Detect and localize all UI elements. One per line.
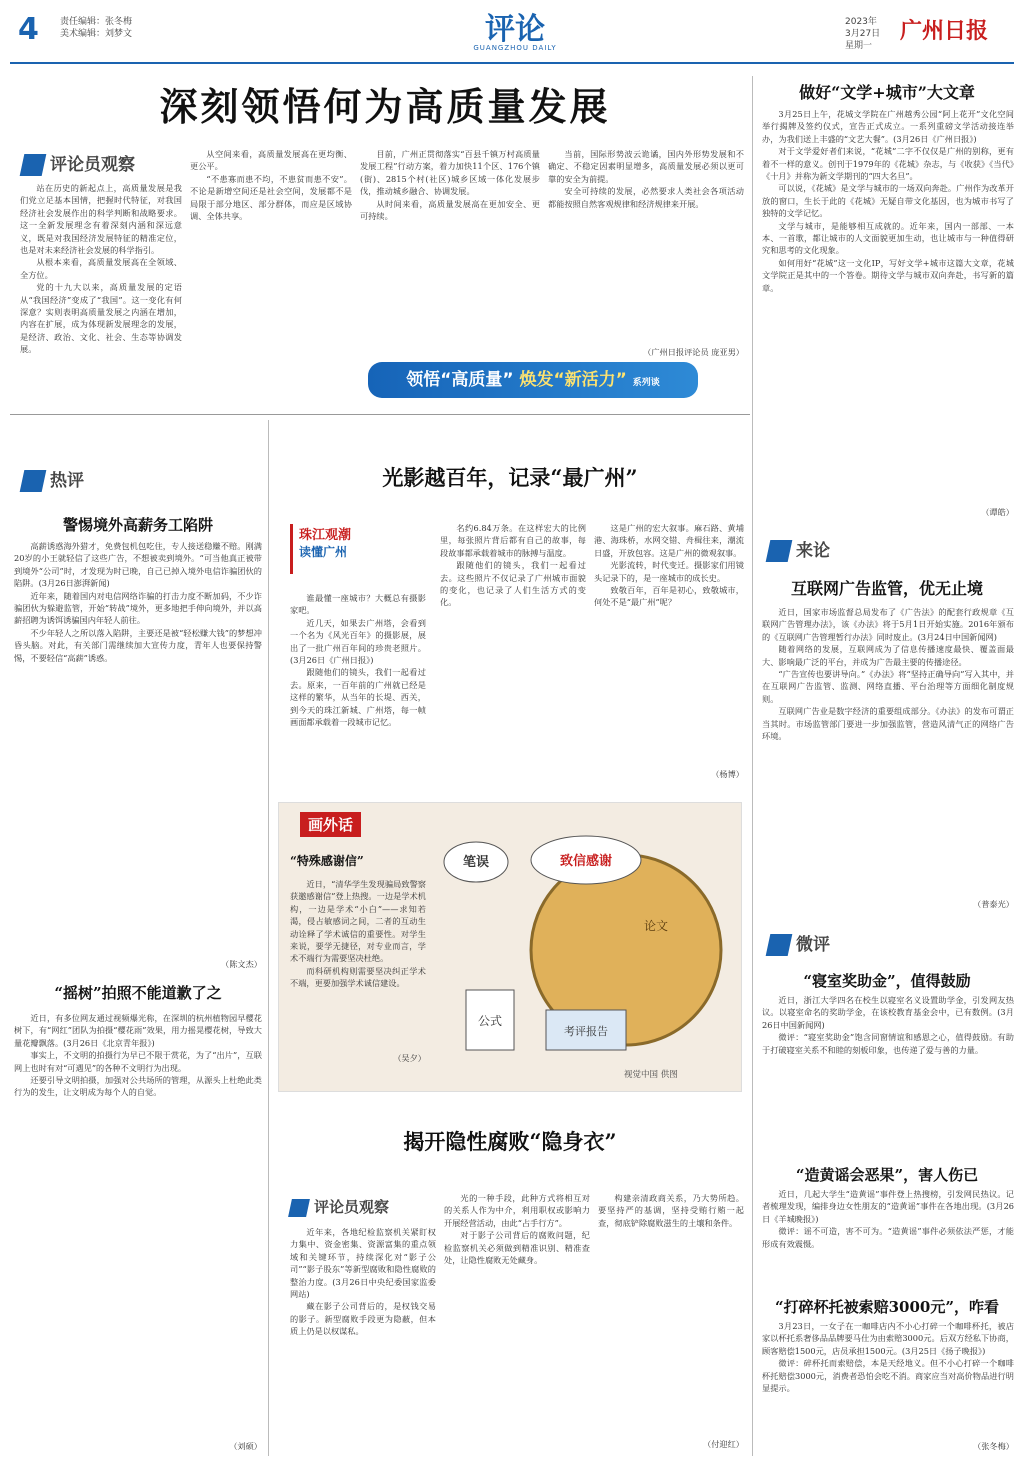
bottom-col2: 光的一种手段，此种方式将相互对的关系人作为中介，利用职权或影响力开展经营活动，由此“占手行方”。 对于影子公司背后的腐败问题，纪检监察机关必须做到精准识别、精准查处，让隐性腐败无处藏身。 bbox=[444, 1193, 590, 1266]
weiping-body-2: 近日，几起大学生“造黄谣”事件登上热搜榜，引发网民热议。记者梳理发现，编排身边女性朋友的“造黄谣”事件在各地出现。(3月26日《羊城晚报》) 微评：谣不可造，害不可为。“造黄谣”事件必须依法严惩，才能形成有效震慑。 bbox=[762, 1189, 1014, 1249]
cartoon-word-5: 考评报告 bbox=[564, 1025, 608, 1038]
weiping-column-tag: 微评 bbox=[768, 930, 830, 956]
cartoon-byline: （吴夕） bbox=[393, 1053, 426, 1063]
cartoon-word-1: 笔误 bbox=[462, 855, 490, 870]
editor-credits bbox=[60, 16, 132, 40]
bottom-col3: 构建亲清政商关系，乃大势所趋。要坚持严的基调，坚持受贿行贿一起查，彻底铲除腐败滋生的土壤和条件。 bbox=[598, 1193, 744, 1228]
main-byline: （广州日报评论员 庞亚男） bbox=[643, 347, 744, 357]
cartoon-tag: 画外话 bbox=[300, 812, 361, 837]
main-article-col4: 当前，国际形势波云诡谲，国内外形势发展和不确定、不稳定因素明显增多，高质量发展必须以更可靠的安全为前提。 安全可持续的发展，必然要求人类社会各项活动都能按照自然客观规律和经济规律来开展。 bbox=[548, 149, 744, 209]
main-column-tag: 评论员观察 bbox=[22, 150, 135, 176]
column-icon bbox=[766, 934, 793, 956]
main-headline: 深刻领悟何为高质量发展 bbox=[159, 84, 611, 129]
left-column-rule bbox=[268, 420, 269, 1456]
cartoon-word-2: 致信感谢 bbox=[559, 854, 613, 869]
bottom-col1: 近年来，各地纪检监察机关紧盯权力集中、资金密集、资源富集的重点领域和关键环节，持续深化对“影子公司”“影子股东”等新型腐败和隐性腐败的整治力度。(3月26日中央纪委国家监委网站) 藏在影子公司背后的，是权钱交易的影子。新型腐败手段更为隐蔽，但本质上仍是以权谋私。 bbox=[290, 1227, 436, 1337]
section-title: 评论 bbox=[485, 12, 545, 47]
left-title-1: 警惕境外高薪务工陷阱 bbox=[62, 516, 213, 534]
bottom-column-tag: 评论员观察 bbox=[290, 1196, 389, 1217]
main-article-col1: 站在历史的新起点上，高质量发展是我们党立足基本国情，把握时代特征，对我国经济社会发展作出的科学判断和战略要求。这一全新发展理念有着深刻内涵和深远意义，既是对我国经济发展特征的精准定位，也是对未来经济社会发展的科学指引。 从根本来看，高质量发展高在全领域、全方位。 党的十九大以来，高质量发展的定语从“我国经济”变成了“我国”。这一变化有何深意？实则表明高质量发展之内涵在增加，内容在扩展，成为体现新发展理念的发展，是经济、政治、文化、社会、生态等协调发展。 bbox=[20, 183, 182, 355]
cartoon-title: “特殊感谢信” bbox=[290, 854, 364, 868]
left-body-2: 近日，有多位网友通过视频爆光称，在深圳的杭州植物园早樱花树下，有“网红”团队为拍摄“樱花雨”效果，用力摇晃樱花树，导致大量花瓣飘落。(3月26日《北京青年报》) 事实上，不文明的拍摄行为早已不限于赏花，为了“出片”，互联网上也时有对“可遇见”的各种不文明行为出现。 还要引导文明拍摄，加强对公共场所的管理，从源头上杜绝此类行为的发生，让文明成为每个人的自觉。 bbox=[14, 1013, 262, 1098]
page-number: 4 bbox=[18, 12, 39, 47]
bottom-title: 揭开隐性腐败“隐身衣” bbox=[403, 1129, 617, 1154]
column-icon bbox=[288, 1199, 310, 1217]
right-article-body: 3月25日上午，花城文学院在广州越秀公园“阿上花开”文化空间举行揭牌及签约仪式，宣告正式成立。一系列重磅文学活动接连举办，为我们送上丰盛的“文艺大餐”。(3月26日《广州日报》) 对于文学爱好者们来说，“花城”二字不仅仅是广州的别称，更有着不一样的意义。创刊于1979年的《花城》杂志，与《收获》《当代》《十月》并称为新文学期刊的“四大名旦”。 可以说，《花城》是文学与城市的一场双向奔赴。广州作为改革开放的窗口，生长于此的《花城》无疑自带文化基因，也为城市书写了独特的文学记忆。 文学与城市，是能够相互成就的。近年来，国内一部部、一本本、一首歌，都让城市的人文面貌更加生动，也让城市与一种值得研究和思考的文化现象。 如何用好“花城”这一文化IP，写好文学+城市这篇大文章，花城文学院正是其中的一个答卷。期待文学与城市双向奔赴，书写新的篇章。 bbox=[762, 109, 1014, 293]
main-article-col3: 目前，广州正贯彻落实“百县千镇万村高质量发展工程”行动方案，着力加快11个区、176个镇(街)、2815个村(社区)城乡区域一体化发展步伐，推动城乡融合、协调发展。 从时间来看，高质量发展高在更加安全、更可持续。 bbox=[360, 149, 540, 222]
editor: 责任编辑：张冬梅 bbox=[60, 17, 133, 27]
main-article-col2: 从空间来看，高质量发展高在更均衡、更公平。 “不患寡而患不均，不患贫而患不安”。不论是新增空间还是社会空间，发展都不是局限于部分地区、部分群体，而应是区域协调、全体共享。 bbox=[190, 149, 352, 222]
feature-col1: 谁最懂一座城市？大概总有摄影家吧。 近几天，如果去广州塔，会看到一个名为《风光百年》的摄影展，展出了一批广州百年间的珍贵老照片。(3月26日《广州日报》) 跟随他们的镜头，我们一起看过去。原来，一百年前的广州就已经是这样的繁华，从当年的长堤、西关，到今天的珠江新城、广州塔，每一帧画面都承载着一段城市记忆。 bbox=[290, 593, 426, 728]
right-column-rule bbox=[752, 76, 753, 1456]
weiping-byline: （张冬梅） bbox=[973, 1441, 1014, 1451]
left-byline-2: （刘硕） bbox=[229, 1441, 262, 1451]
ad-article-body: 近日，国家市场监督总局发布了《广告法》的配套行政规章《互联网广告管理办法》，该《办法》将于5月1日开始实施。2016年颁布的《互联网广告管理暂行办法》同时废止。(3月24日中国新闻网) 随着网络的发展，互联网成为了信息传播速度最快、覆盖面最大、影响最广泛的平台，并成为广告最主要的传播途径。 “广告宣传也要讲导向。”《办法》将“坚持正确导向”写入其中，并在互联网广告监管、监测、网络直播、平台治理等方面细化制度规则。 互联网广告业是数字经济的重要组成部分。《办法》的发布可谓正当其时。市场监管部门要进一步加强监管，营造风清气正的网络广告环境。 bbox=[762, 607, 1014, 742]
feature-col3: 这是广州的宏大叙事。麻石路、黄埔港、海珠桥，水网交错、舟楫往来，潮流日盛，开放包容。这是广州的微观叙事。 光影流转，时代变迁。摄影家们用镜头记录下的，是一座城市的成长史。 致敬百年，百年是初心，致敬城市，何处不是“最广州”呢？ bbox=[594, 523, 744, 608]
section-divider bbox=[10, 414, 750, 415]
header-divider bbox=[10, 62, 1014, 64]
page-header bbox=[0, 0, 1024, 70]
cartoon-text: 近日，“清华学生发现骗局致警察获邀感谢信”登上热搜。一边是学术机构，一边是学术“小白”——求知若渴，侵占敏感词之间，二者的互动生动诠释了学术诚信的重要性。对学生来说，要学无捷径，对专业而言，学术不端行为需要坚决杜绝。 而科研机构则需要坚决纠正学术不端，更要加强学术诚信建设。 bbox=[290, 879, 426, 989]
left-title-2: “摇树”拍照不能道歉了之 bbox=[54, 984, 222, 1002]
left-body-1: 高薪诱惑海外猎才，免费包机包吃住，专人接送稳赚不赔。刚满20岁的小王就轻信了这些广告，不想被卖到境外。“可当他真正被带到境外“公司”时，才发现为时已晚，自己已掉入境外电信诈骗团伙的陷阱。(3月26日澎湃新闻) 近年来，随着国内对电信网络诈骗的打击力度不断加码，不少诈骗团伙为躲避监管，开始“转战”境外，更多地把手伸向境外，并以高薪招聘为诱饵诱骗国内年轻人前往。 不少年轻人之所以落入陷阱，主要还是被“轻松赚大钱”的梦想冲昏头脑。对此，有关部门需继续加大宣传力度，青年人也要保持警惕，不要轻信“高薪”诱惑。 bbox=[14, 541, 262, 663]
right-article-title: 做好“文学+城市”大文章 bbox=[799, 83, 975, 102]
cartoon-word-3: 论文 bbox=[643, 919, 669, 933]
feature-byline: （杨博） bbox=[711, 769, 744, 779]
column-icon bbox=[20, 470, 47, 492]
art-editor: 美术编辑：刘梦文 bbox=[60, 29, 133, 39]
right-article-byline: （谭皓） bbox=[981, 507, 1014, 517]
weiping-title-3: “打碎杯托被索赔3000元”，咋看 bbox=[774, 1298, 999, 1316]
column-icon bbox=[766, 540, 793, 562]
left-byline-1: （陈文杰） bbox=[221, 959, 262, 969]
issue-date: 2023年 3月27日 星期一 bbox=[845, 17, 881, 51]
reping-column-tag: 热评 bbox=[22, 466, 84, 492]
cartoon-illustration bbox=[436, 820, 736, 1070]
feature-title: 光影越百年，记录“最广州” bbox=[382, 465, 638, 490]
section-subtitle: GUANGZHOU DAILY bbox=[473, 44, 557, 52]
column-icon bbox=[20, 154, 47, 176]
ad-article-byline: （普泰光） bbox=[973, 899, 1014, 909]
cartoon-word-4: 公式 bbox=[477, 1014, 503, 1028]
feature-column-tag: 珠江观潮 读懂广州 bbox=[290, 524, 410, 574]
bottom-byline: （付迎红） bbox=[703, 1439, 744, 1449]
series-banner: 领悟“高质量” 焕发“新活力” 系列谈 bbox=[368, 362, 698, 398]
weiping-title-1: “寝室奖助金”，值得鼓励 bbox=[803, 972, 971, 990]
newspaper-logo: 广州日报 bbox=[900, 18, 989, 44]
cartoon-credit: 视觉中国 供图 bbox=[624, 1070, 678, 1080]
laizhi-column-tag: 来论 bbox=[768, 536, 830, 562]
feature-col2: 名约6.84万条。在这样宏大的比例里，每张照片背后都有自己的故事，每段故事都承载着城市的脉搏与温度。 跟随他们的镜头，我们一起看过去。这些照片不仅记录了广州城市面貌的变化，也记录了人们生活方式的变化。 bbox=[440, 523, 586, 608]
weiping-body-3: 3月23日，一女子在一咖啡店内不小心打碎一个咖啡杯托，被店家以杯托系奢侈品品牌要马仕为由索赔3000元。后双方经私下协商，顾客赔偿1500元，店员承担1500元。(3月25日《扬子晚报》) 微评：碎杯托而索赔偿，本是天经地义。但不小心打碎一个咖啡杯托赔偿3000元，消费者恐怕会吃不消。商家应当对高价物品进行明显提示。 bbox=[762, 1321, 1014, 1394]
weiping-title-2: “造黄谣会恶果”，害人伤已 bbox=[795, 1166, 979, 1184]
ad-article-title: 互联网广告监管，优无止境 bbox=[790, 579, 983, 598]
weiping-body-1: 近日，浙江大学四名在校生以寝室名义设置助学金，引发网友热议。以寝室命名的奖助学金，在该校教育基金会中，已有数例。(3月26日中国新闻网) 微评：“寝室奖助金”饱含同窗情谊和感恩之心，值得鼓励。有助于打破寝室关系不和睦的刻板印象，也传递了爱与善的力量。 bbox=[762, 995, 1014, 1055]
